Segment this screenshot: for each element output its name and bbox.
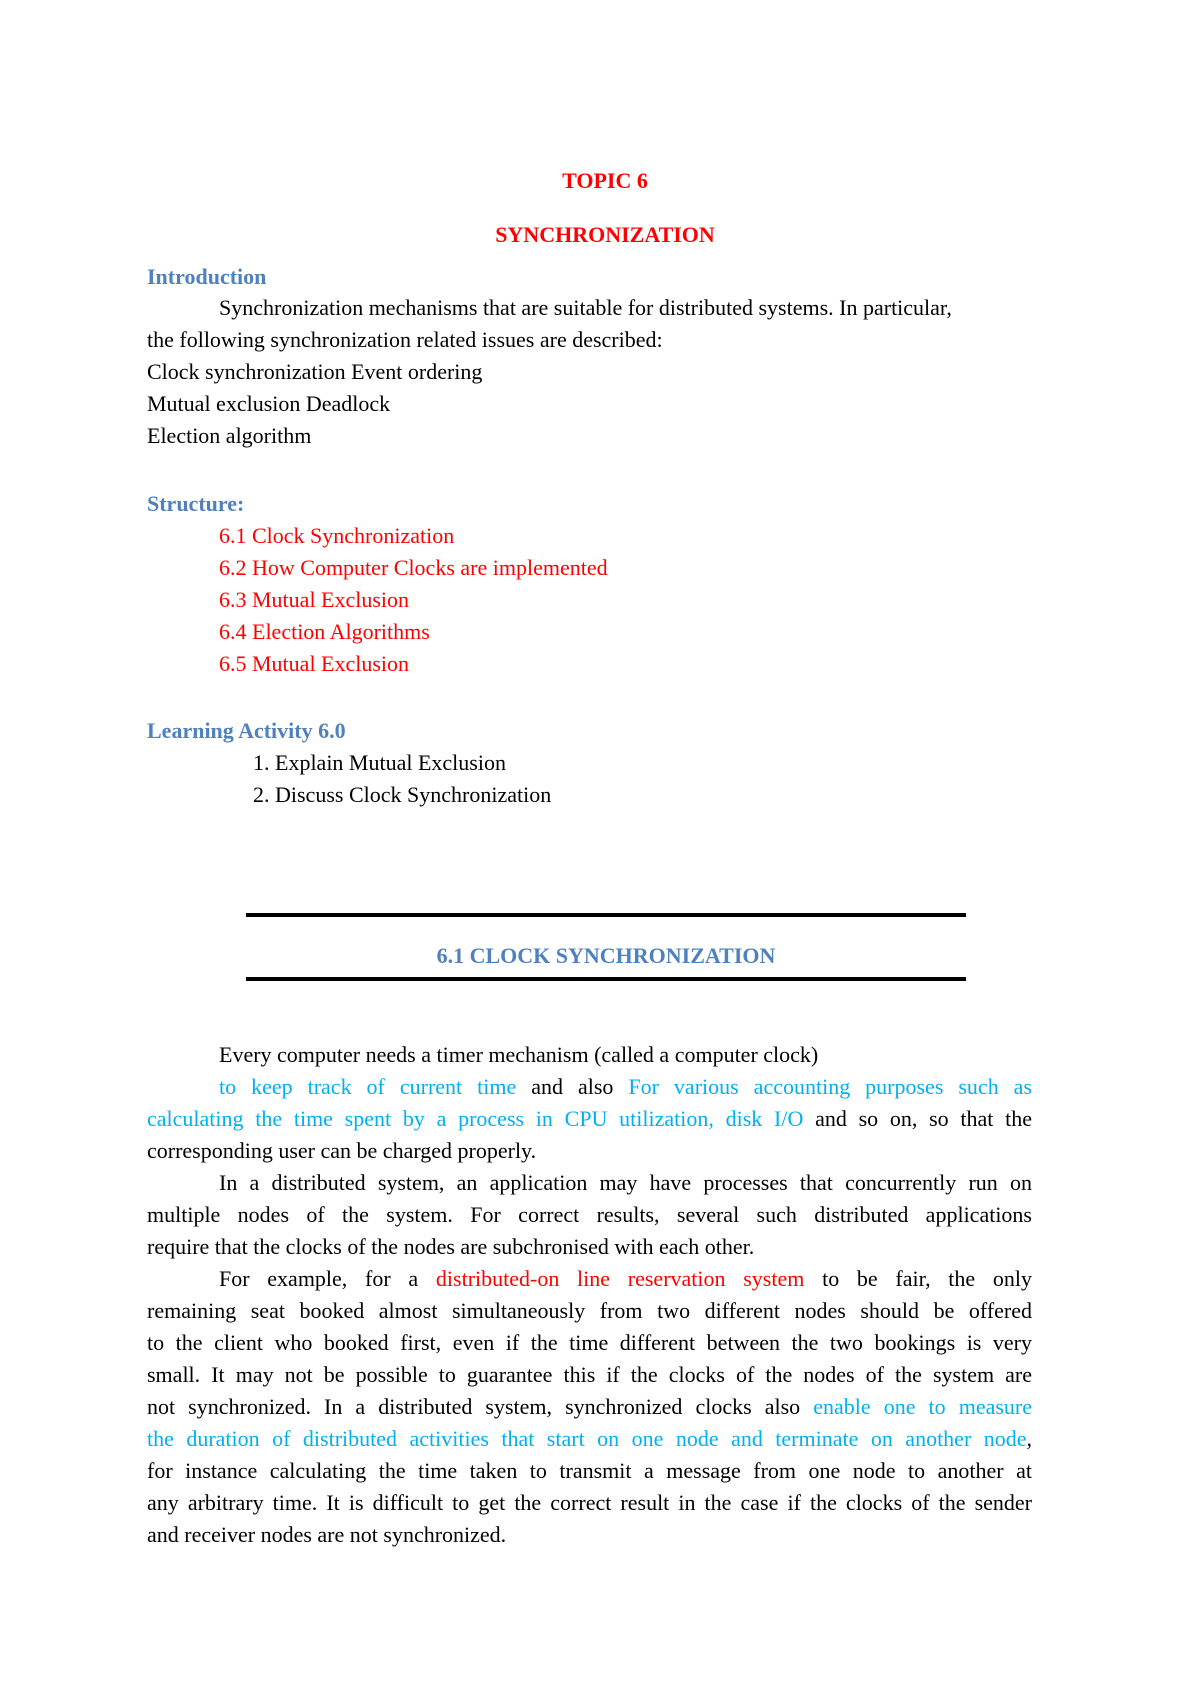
paragraph-line: Every computer needs a timer mechanism (called a computer clock) [219, 1042, 819, 1067]
highlight-text: the duration of distributed activities that start on one node and terminate on another node [147, 1426, 1027, 1451]
structure-item: 6.2 How Computer Clocks are implemented [219, 555, 608, 580]
topic-title: SYNCHRONIZATION [495, 222, 715, 247]
learning-activity-heading: Learning Activity 6.0 [147, 718, 346, 743]
plain-text: to be fair, the only [822, 1266, 1033, 1291]
structure-item: 6.3 Mutual Exclusion [219, 587, 410, 612]
paragraph-line: small. It may not be possible to guarantee this if the clocks of the nodes of the system are [147, 1362, 1032, 1387]
plain-text: For example, for a [219, 1266, 436, 1291]
paragraph-line [147, 1391, 1032, 1423]
section-title: 6.1 CLOCK SYNCHRONIZATION [436, 943, 776, 968]
paragraph-line [147, 1103, 1032, 1135]
intro-line-1: Synchronization mechanisms that are suitable for distributed systems. In particular, [219, 295, 952, 320]
highlight-text: distributed-on line reservation system [435, 1266, 805, 1291]
topic-label: TOPIC 6 [562, 168, 648, 193]
structure-heading: Structure: [147, 491, 245, 516]
paragraph-line: to the client who booked first, even if the time different between the two bookings is very [147, 1330, 1032, 1355]
highlight-text: enable one to measure [813, 1394, 1033, 1419]
paragraph-line: remaining seat booked almost simultaneously from two different nodes should be offered [147, 1298, 1032, 1323]
plain-text: not synchronized. In a distributed system, synchronized clocks also [147, 1394, 814, 1419]
paragraph-line [147, 1423, 1032, 1455]
plain-text: , [1026, 1426, 1032, 1451]
paragraph-line: and receiver nodes are not synchronized. [147, 1522, 507, 1547]
intro-line-2: the following synchronization related issues are described: [147, 327, 663, 352]
introduction-heading: Introduction [147, 264, 267, 289]
paragraph-line: corresponding user can be charged properly. [147, 1138, 537, 1163]
highlight-text: calculating the time spent by a process in CPU utilization, disk I/O [147, 1106, 804, 1131]
activity-item: 1. Explain Mutual Exclusion [253, 750, 506, 775]
paragraph-line [219, 1263, 1032, 1295]
paragraph-line: multiple nodes of the system. For correct results, several such distributed applications [147, 1202, 1032, 1227]
section-rule-top [246, 913, 966, 917]
section-rule-bottom [246, 977, 966, 981]
paragraph-line [219, 1071, 1032, 1103]
plain-text: and also [531, 1074, 629, 1099]
intro-list-item: Clock synchronization Event ordering [147, 359, 483, 384]
highlight-text: to keep track of current time [219, 1074, 517, 1099]
plain-text: and so on, so that the [815, 1106, 1032, 1131]
paragraph-line: In a distributed system, an application may have processes that concurrently run on [219, 1170, 1032, 1195]
highlight-text: For various accounting purposes such as [628, 1074, 1032, 1099]
structure-item: 6.1 Clock Synchronization [219, 523, 455, 548]
intro-list-item: Election algorithm [147, 423, 312, 448]
intro-list-item: Mutual exclusion Deadlock [147, 391, 391, 416]
paragraph-line: for instance calculating the time taken to transmit a message from one node to another at [147, 1458, 1032, 1483]
structure-item: 6.4 Election Algorithms [219, 619, 430, 644]
paragraph-line: require that the clocks of the nodes are subchronised with each other. [147, 1234, 755, 1259]
activity-item: 2. Discuss Clock Synchronization [253, 782, 552, 807]
structure-item: 6.5 Mutual Exclusion [219, 651, 410, 676]
paragraph-line: any arbitrary time. It is difficult to get the correct result in the case if the clocks of the sender [147, 1490, 1032, 1515]
